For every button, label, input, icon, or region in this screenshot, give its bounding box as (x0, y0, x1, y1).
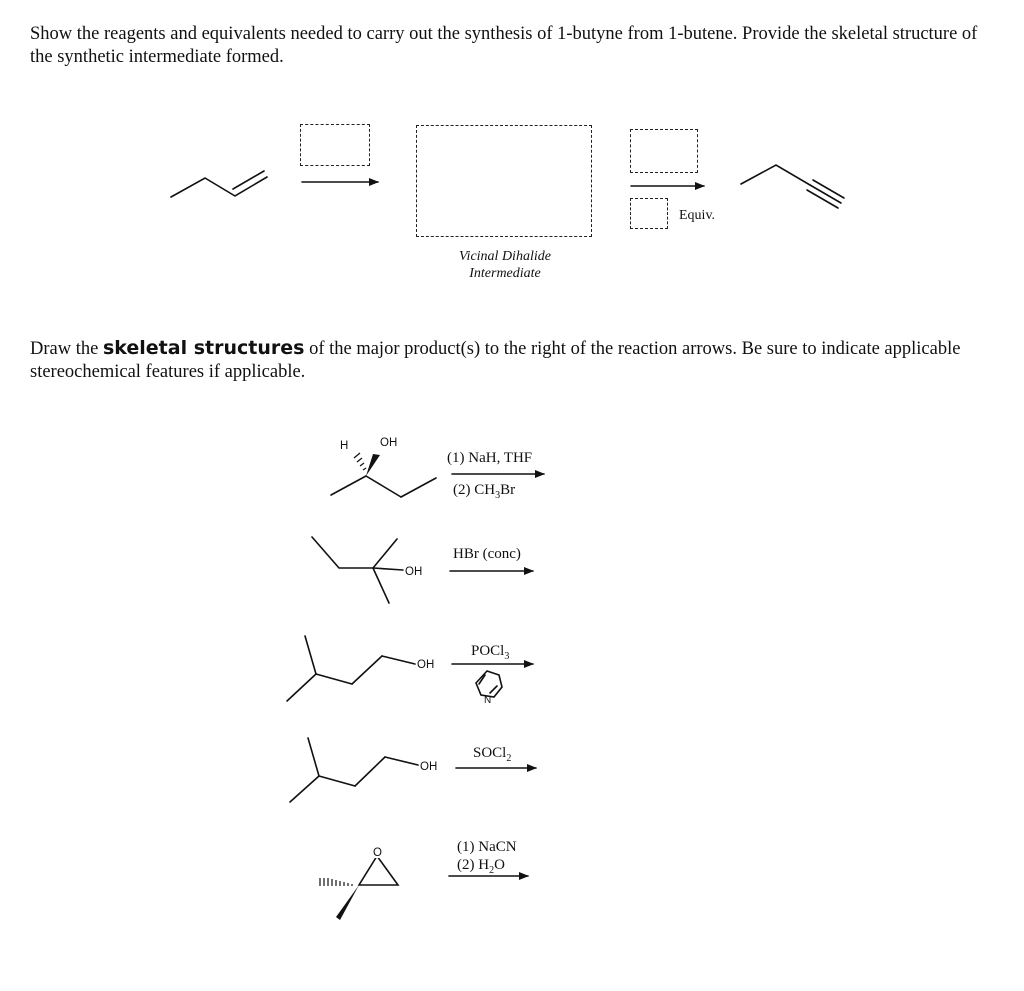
molecule-1-oh: OH (380, 437, 398, 449)
butyne-structure (741, 165, 844, 208)
molecule-5-stereo (320, 878, 359, 920)
molecule-3-oh: OH (417, 659, 435, 671)
pyridine-ring (476, 671, 502, 697)
reaction-2-reagent: HBr (conc) (453, 546, 521, 562)
molecule-4-oh: OH (420, 761, 438, 773)
molecule-4-structure (290, 738, 418, 802)
molecule-2-oh: OH (405, 566, 423, 578)
pyridine-n: N (484, 695, 492, 706)
molecule-1-structure (331, 476, 436, 497)
reaction-5-reagent-1: (1) NaCN (457, 839, 517, 855)
molecule-2-structure (312, 537, 403, 603)
reaction-1-reagent-2: (2) $CH_3Br$ (453, 482, 516, 501)
equiv-label: Equiv. (679, 208, 716, 223)
reaction-3-reagent: POCl$_3$ (471, 643, 510, 662)
molecule-1-stereo (354, 453, 380, 476)
reaction-4-reagent: SOCl$_2$ (473, 745, 512, 764)
intermediate-caption-line1: Vicinal Dihalide (459, 249, 551, 264)
question-2-bold: skeletal structures (102, 337, 305, 359)
butene-structure (171, 171, 267, 197)
molecule-3-structure (287, 636, 415, 701)
reaction-1-reagent-1: (1) NaH, THF (447, 450, 533, 466)
question-1-text: Show the reagents and equivalents needed to carry out the synthesis of 1-butyne from 1-butene. Provide the skeletal structure of the synthetic intermediate formed. (30, 24, 978, 67)
molecule-5-o: O (373, 847, 382, 859)
question-2-suffix: of the major product(s) to the right of the reaction arrows. Be sure to indicate applicable stereochemical features if applicable. (30, 339, 961, 382)
intermediate-caption-line2: Intermediate (469, 266, 541, 281)
molecule-5-structure (359, 856, 398, 885)
molecule-1-h: H (340, 440, 349, 452)
reaction-5-reagent-2: (2) $H_2O$ (457, 857, 505, 876)
question-2-prefix: Draw the (30, 339, 103, 359)
